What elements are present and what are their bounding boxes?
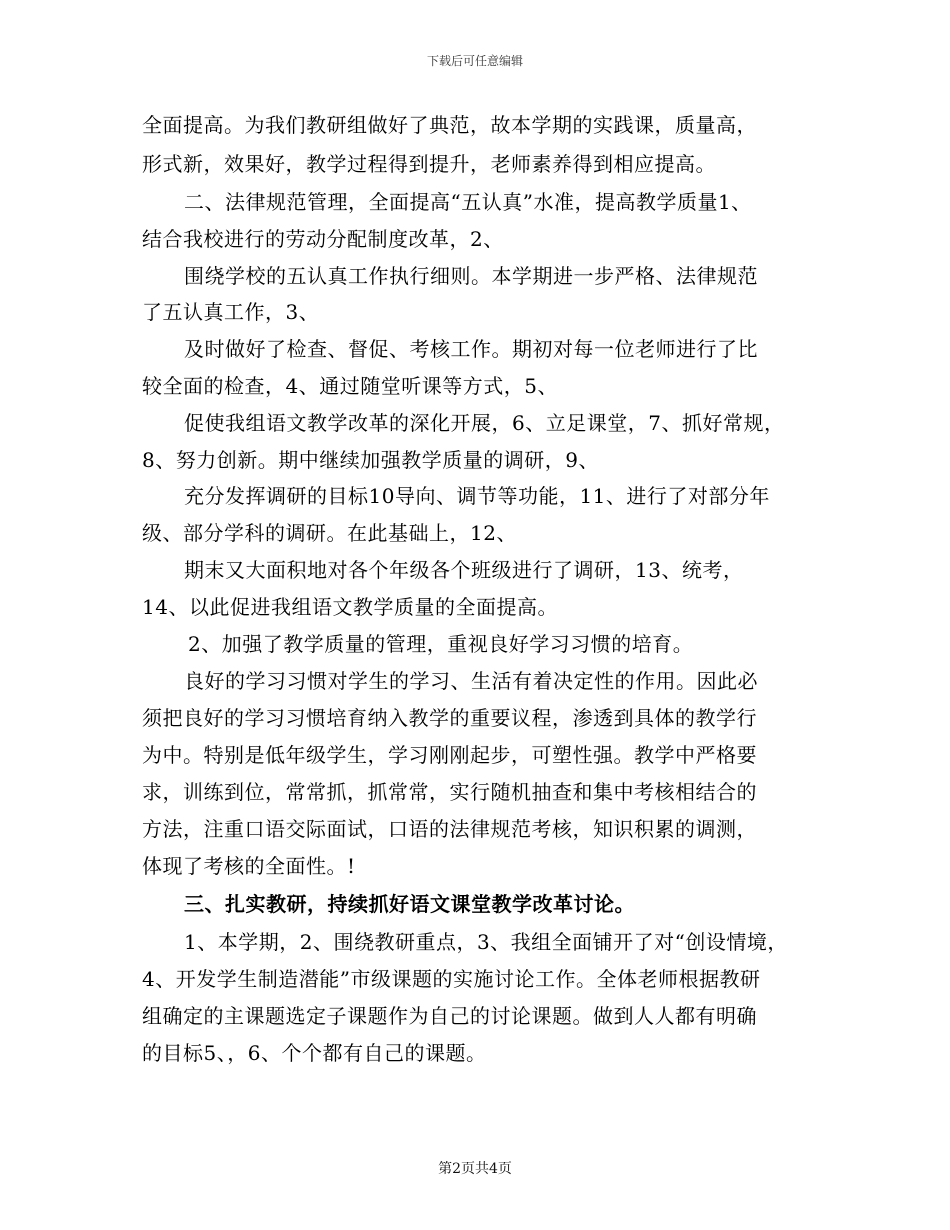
text-line: 较全面的检查，4、通过随堂听课等方式，5、 (142, 374, 558, 398)
text-line: 全面提高。为我们教研组做好了典范，故本学期的实践课，质量高， (142, 113, 757, 137)
text-line: 的目标5、，6、个个都有自己的课题。 (142, 1041, 487, 1065)
text-line: 14、以此促进我组语文教学质量的全面提高。 (142, 595, 558, 619)
text-line: 促使我组语文教学改革的深化开展，6、立足课堂，7、抓好常规， (184, 411, 785, 435)
text-line: 充分发挥调研的目标10导向、调节等功能，11、进行了对部分年 (184, 484, 770, 508)
text-line: 组确定的主课题选定子课题作为自己的讨论课题。做到人人都有明确 (142, 1004, 757, 1028)
text-line: 形式新，效果好，教学过程得到提升，老师素养得到相应提高。 (142, 152, 716, 176)
text-line: 为中。特别是低年级学生，学习刚刚起步，可塑性强。教学中严格要 (142, 743, 757, 767)
text-line: 及时做好了检查、督促、考核工作。期初对每一位老师进行了比 (184, 337, 758, 361)
text-line: 结合我校进行的劳动分配制度改革，2、 (142, 227, 504, 251)
text-line: 1、本学期，2、围绕教研重点，3、我组全面铺开了对“创设情境， (184, 930, 788, 954)
text-line: 了五认真工作，3、 (142, 300, 320, 324)
text-line: 8、努力创新。期中继续加强教学质量的调研，9、 (142, 448, 599, 472)
text-line: 期末又大面积地对各个年级各个班级进行了调研，13、统考， (184, 558, 744, 582)
section-heading: 三、扎实教研，持续抓好语文课堂教学改革讨论。 (184, 892, 635, 916)
text-line: 级、部分学科的调研。在此基础上，12、 (142, 521, 517, 545)
text-line: 2、加强了教学质量的管理，重视良好学习习惯的培育。 (188, 632, 694, 656)
page-header: 下载后可任意编辑 (426, 54, 523, 68)
text-line: 良好的学习习惯对学生的学习、生活有着决定性的作用。因此必 (184, 669, 758, 693)
text-line: 须把良好的学习习惯培育纳入教学的重要议程，渗透到具体的教学行 (142, 706, 757, 730)
text-line: 二、法律规范管理，全面提高“五认真”水准，提高教学质量1、 (184, 190, 752, 214)
text-line: 方法，注重口语交际面试，口语的法律规范考核，知识积累的调测， (142, 817, 757, 841)
text-line: 围绕学校的五认真工作执行细则。本学期进一步严格、法律规范 (184, 264, 758, 288)
text-line: 求，训练到位，常常抓，抓常常，实行随机抽查和集中考核相结合的 (142, 780, 757, 804)
text-line: 4、开发学生制造潜能”市级课题的实施讨论工作。全体老师根据教研 (142, 967, 761, 991)
page-number: 第2页共4页 (438, 1161, 512, 1177)
text-line: 体现了考核的全面性。! (142, 854, 356, 878)
